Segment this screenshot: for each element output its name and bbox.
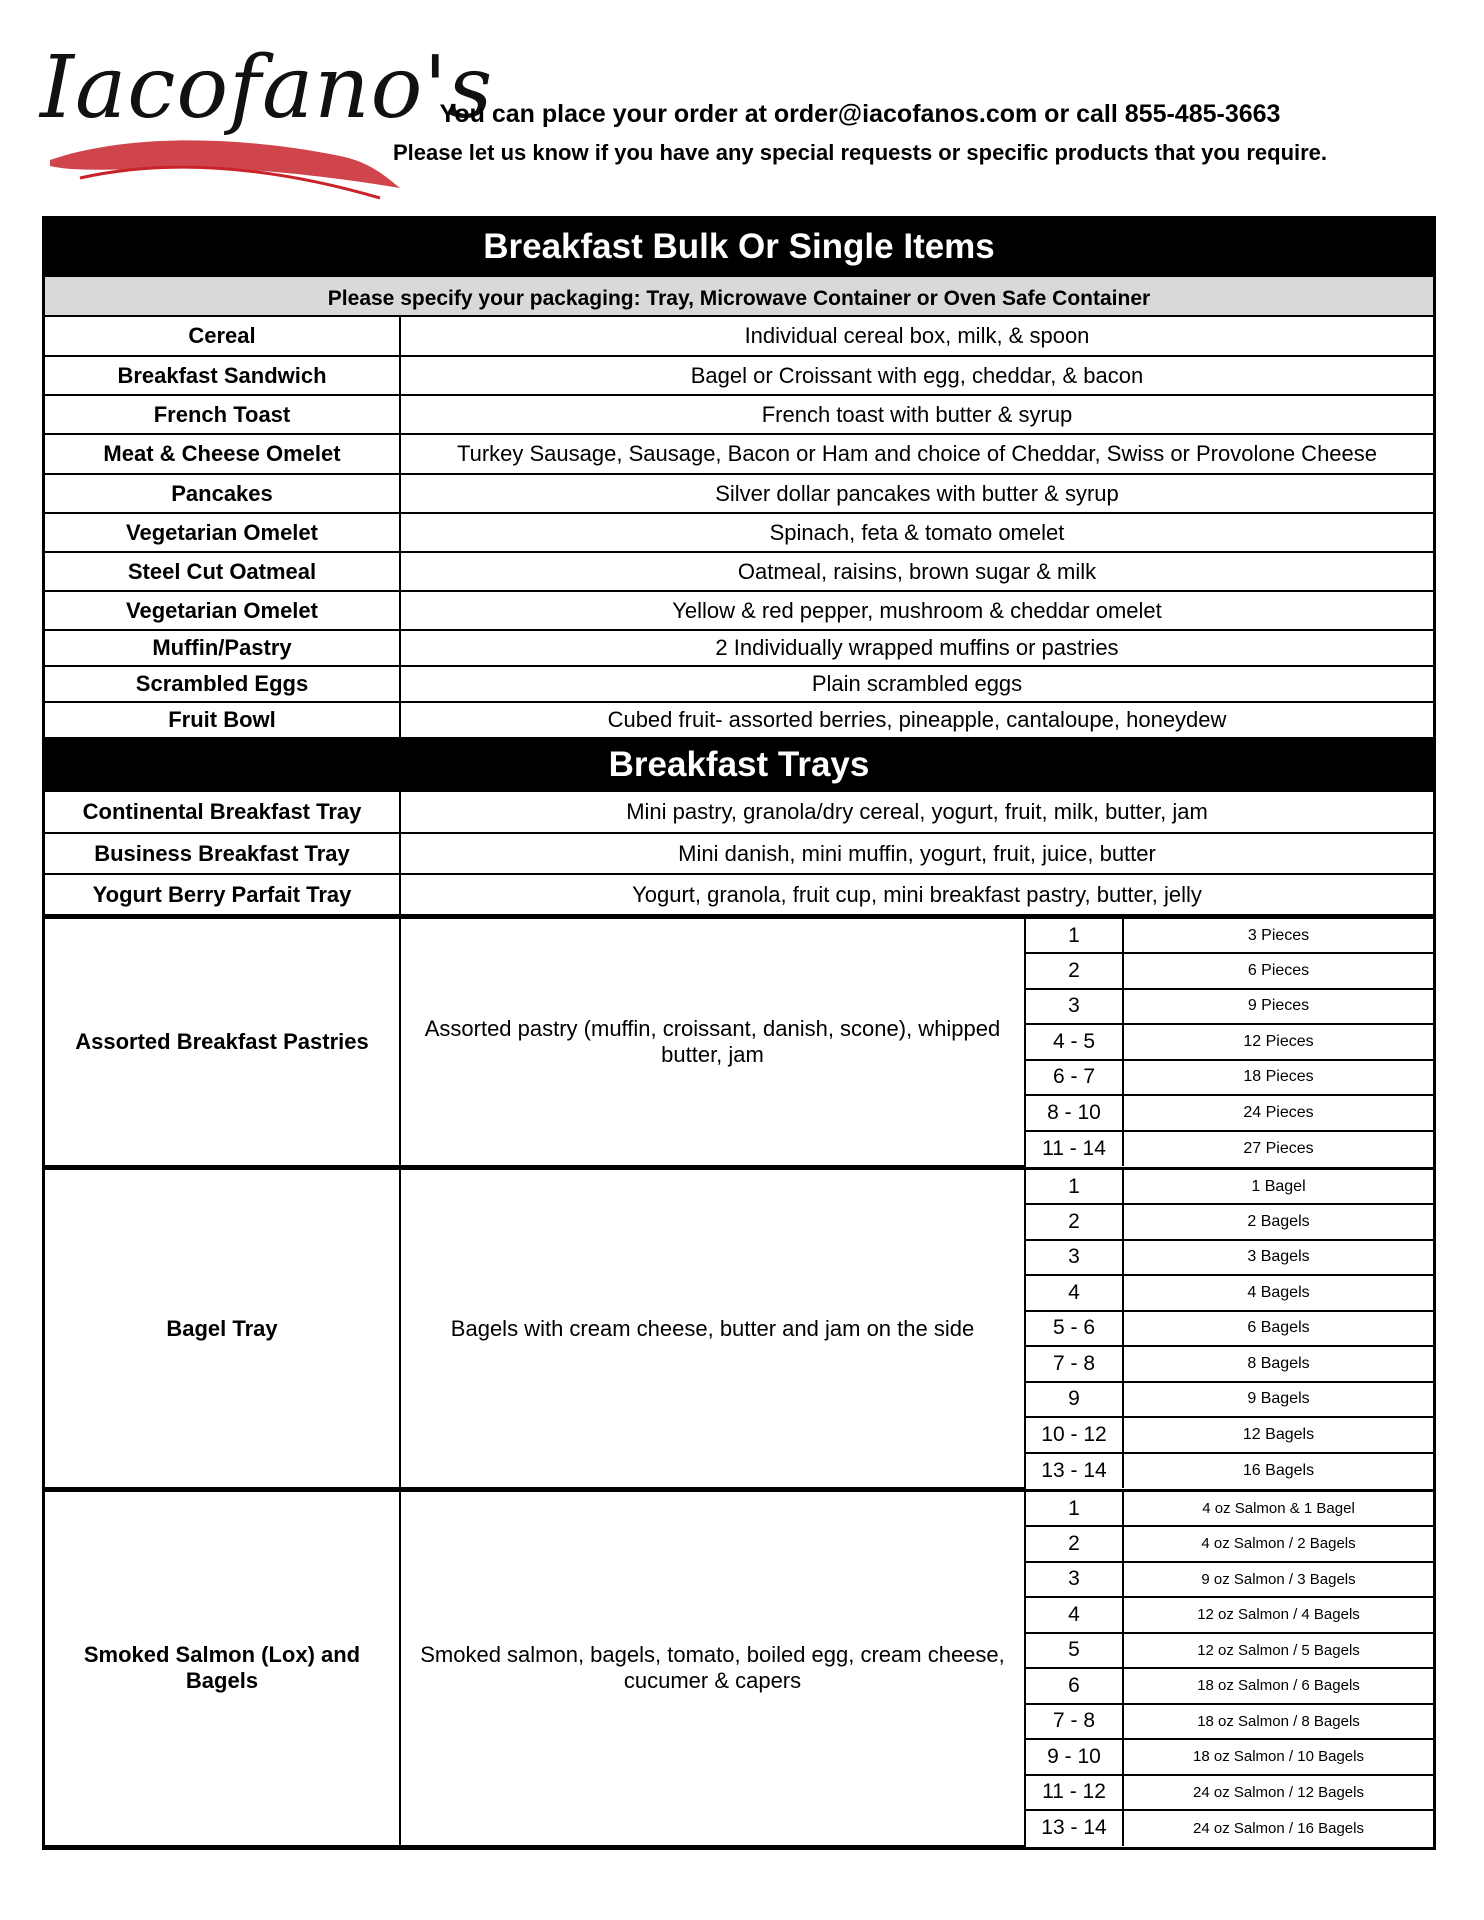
table-row (45, 1491, 1433, 1527)
serving-size: 12 oz Salmon / 4 Bagels (1123, 1597, 1433, 1633)
serving-size: 27 Pieces (1123, 1131, 1433, 1167)
item-name: Breakfast Sandwich (45, 356, 400, 395)
guest-count: 7 - 8 (1025, 1346, 1123, 1382)
item-name: Meat & Cheese Omelet (45, 434, 400, 474)
item-description: Yellow & red pepper, mushroom & cheddar omelet (400, 591, 1433, 630)
item-description: Oatmeal, raisins, brown sugar & milk (400, 552, 1433, 591)
serving-size: 6 Pieces (1123, 953, 1433, 989)
guest-count: 4 - 5 (1025, 1024, 1123, 1060)
item-name: Fruit Bowl (45, 702, 400, 738)
serving-size: 3 Pieces (1123, 918, 1433, 954)
item-name: Business Breakfast Tray (45, 833, 400, 874)
item-name: Cereal (45, 317, 400, 356)
packaging-note: Please specify your packaging: Tray, Microwave Container or Oven Safe Container (45, 277, 1433, 317)
guest-count: 7 - 8 (1025, 1704, 1123, 1740)
item-description: Silver dollar pancakes with butter & syrup (400, 474, 1433, 513)
guest-count: 13 - 14 (1025, 1453, 1123, 1489)
table-row (45, 434, 1433, 474)
table-row (45, 395, 1433, 434)
serving-size: 9 oz Salmon / 3 Bagels (1123, 1562, 1433, 1598)
item-description: Plain scrambled eggs (400, 666, 1433, 702)
serving-size: 18 Pieces (1123, 1060, 1433, 1096)
guest-count: 4 (1025, 1275, 1123, 1311)
table-row (45, 1169, 1433, 1205)
bagel-tray-table (45, 1167, 1433, 1489)
serving-size: 3 Bagels (1123, 1240, 1433, 1276)
menu-frame (42, 216, 1436, 1850)
guest-count: 2 (1025, 1204, 1123, 1240)
serving-size: 4 oz Salmon & 1 Bagel (1123, 1491, 1433, 1527)
pastries-table (45, 916, 1433, 1167)
guest-count: 1 (1025, 1491, 1123, 1527)
table-row (45, 630, 1433, 666)
item-name: Smoked Salmon (Lox) and Bagels (45, 1491, 400, 1846)
serving-size: 16 Bagels (1123, 1453, 1433, 1489)
guest-count: 3 (1025, 1240, 1123, 1276)
item-description: Smoked salmon, bagels, tomato, boiled egg, cream cheese, cucumer & capers (400, 1491, 1025, 1846)
guest-count: 10 - 12 (1025, 1417, 1123, 1453)
serving-size: 1 Bagel (1123, 1169, 1433, 1205)
item-name: Steel Cut Oatmeal (45, 552, 400, 591)
guest-count: 13 - 14 (1025, 1810, 1123, 1846)
item-name: Vegetarian Omelet (45, 513, 400, 552)
salmon-table (45, 1489, 1433, 1847)
item-name: Muffin/Pastry (45, 630, 400, 666)
serving-size: 24 oz Salmon / 16 Bagels (1123, 1810, 1433, 1846)
guest-count: 11 - 12 (1025, 1775, 1123, 1811)
guest-count: 4 (1025, 1597, 1123, 1633)
serving-size: 12 Bagels (1123, 1417, 1433, 1453)
guest-count: 3 (1025, 989, 1123, 1025)
serving-size: 9 Bagels (1123, 1382, 1433, 1418)
guest-count: 9 - 10 (1025, 1739, 1123, 1775)
guest-count: 6 (1025, 1668, 1123, 1704)
item-name: Pancakes (45, 474, 400, 513)
serving-size: 2 Bagels (1123, 1204, 1433, 1240)
item-description: Cubed fruit- assorted berries, pineapple, cantaloupe, honeydew (400, 702, 1433, 738)
tray-items-table (45, 792, 1433, 916)
trays-section-title: Breakfast Trays (45, 739, 1433, 792)
bulk-section-title: Breakfast Bulk Or Single Items (45, 219, 1433, 277)
table-row (45, 833, 1433, 874)
item-description: Individual cereal box, milk, & spoon (400, 317, 1433, 356)
table-row (45, 552, 1433, 591)
serving-size: 24 Pieces (1123, 1095, 1433, 1131)
serving-size: 8 Bagels (1123, 1346, 1433, 1382)
serving-size: 4 oz Salmon / 2 Bagels (1123, 1526, 1433, 1562)
order-contact-line: You can place your order at order@iacofanos.com or call 855-485-3663 (439, 100, 1281, 128)
item-name: Vegetarian Omelet (45, 591, 400, 630)
table-row (45, 918, 1433, 954)
table-row (45, 792, 1433, 833)
guest-count: 2 (1025, 953, 1123, 989)
guest-count: 6 - 7 (1025, 1060, 1123, 1096)
guest-count: 8 - 10 (1025, 1095, 1123, 1131)
item-name: French Toast (45, 395, 400, 434)
table-row (45, 666, 1433, 702)
guest-count: 2 (1025, 1526, 1123, 1562)
logo-wordmark: Iacofano's (40, 38, 494, 138)
item-name: Yogurt Berry Parfait Tray (45, 874, 400, 915)
table-row (45, 591, 1433, 630)
guest-count: 11 - 14 (1025, 1131, 1123, 1167)
item-name: Bagel Tray (45, 1169, 400, 1489)
serving-size: 24 oz Salmon / 12 Bagels (1123, 1775, 1433, 1811)
table-row (45, 474, 1433, 513)
item-description: Bagels with cream cheese, butter and jam on the side (400, 1169, 1025, 1489)
serving-size: 4 Bagels (1123, 1275, 1433, 1311)
item-description: French toast with butter & syrup (400, 395, 1433, 434)
table-row (45, 513, 1433, 552)
table-row (45, 702, 1433, 738)
table-row (45, 874, 1433, 915)
item-name: Assorted Breakfast Pastries (45, 918, 400, 1167)
item-description: Mini danish, mini muffin, yogurt, fruit, juice, butter (400, 833, 1433, 874)
serving-size: 9 Pieces (1123, 989, 1433, 1025)
guest-count: 1 (1025, 1169, 1123, 1205)
item-description: Spinach, feta & tomato omelet (400, 513, 1433, 552)
bulk-items-table (45, 317, 1433, 739)
guest-count: 9 (1025, 1382, 1123, 1418)
serving-size: 6 Bagels (1123, 1311, 1433, 1347)
item-name: Scrambled Eggs (45, 666, 400, 702)
serving-size: 12 oz Salmon / 5 Bagels (1123, 1633, 1433, 1669)
guest-count: 3 (1025, 1562, 1123, 1598)
item-description: Bagel or Croissant with egg, cheddar, & bacon (400, 356, 1433, 395)
item-description: 2 Individually wrapped muffins or pastries (400, 630, 1433, 666)
item-name: Continental Breakfast Tray (45, 792, 400, 833)
guest-count: 1 (1025, 918, 1123, 954)
guest-count: 5 (1025, 1633, 1123, 1669)
serving-size: 18 oz Salmon / 8 Bagels (1123, 1704, 1433, 1740)
special-requests-line: Please let us know if you have any special requests or specific products that you require. (392, 140, 1328, 165)
guest-count: 5 - 6 (1025, 1311, 1123, 1347)
table-row (45, 356, 1433, 395)
serving-size: 18 oz Salmon / 10 Bagels (1123, 1739, 1433, 1775)
item-description: Yogurt, granola, fruit cup, mini breakfast pastry, butter, jelly (400, 874, 1433, 915)
serving-size: 12 Pieces (1123, 1024, 1433, 1060)
serving-size: 18 oz Salmon / 6 Bagels (1123, 1668, 1433, 1704)
item-description: Assorted pastry (muffin, croissant, danish, scone), whipped butter, jam (400, 918, 1025, 1167)
table-row (45, 317, 1433, 356)
item-description: Mini pastry, granola/dry cereal, yogurt, fruit, milk, butter, jam (400, 792, 1433, 833)
item-description: Turkey Sausage, Sausage, Bacon or Ham and choice of Cheddar, Swiss or Provolone Cheese (400, 434, 1433, 474)
